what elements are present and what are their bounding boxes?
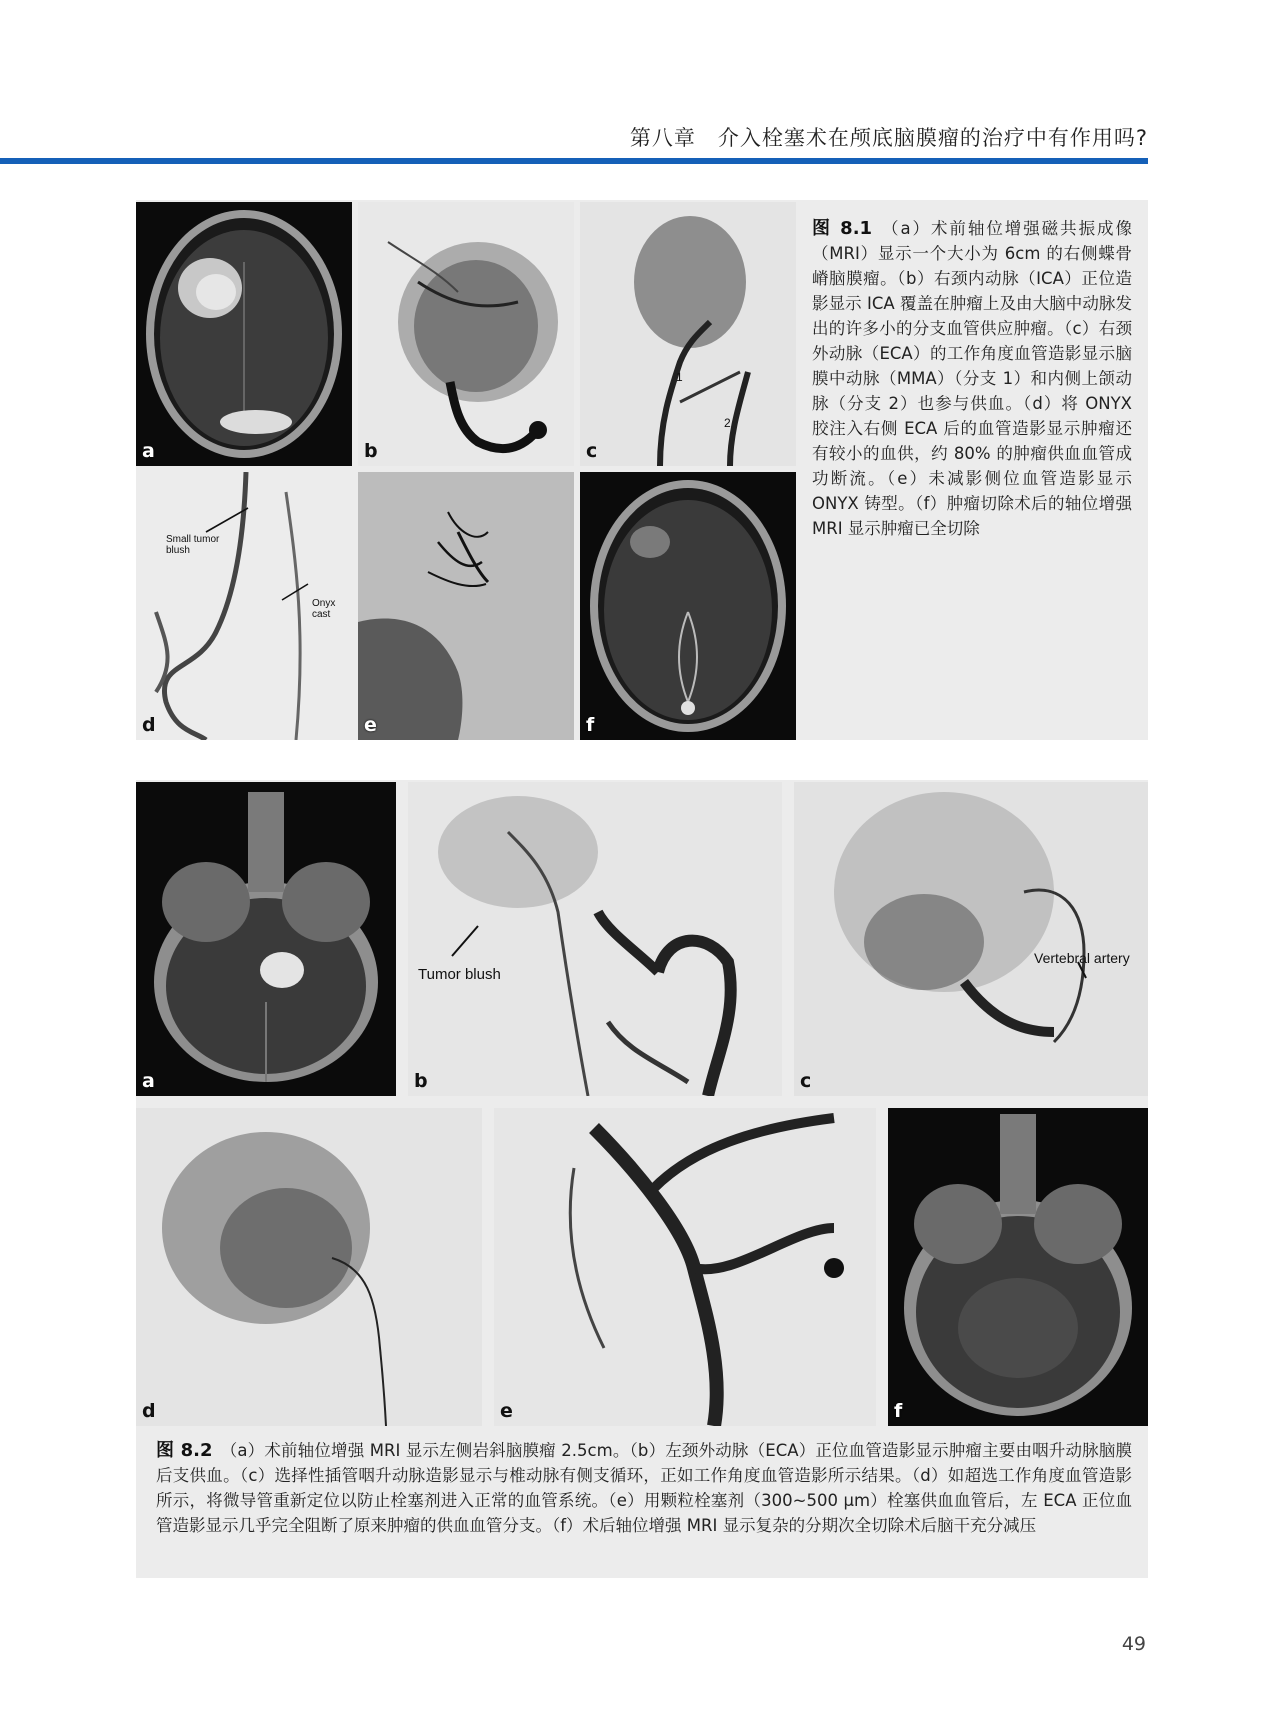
- fig2-panel-d-label: d: [142, 1400, 156, 1422]
- figure-8-2-caption: [156, 1438, 1132, 1538]
- fig1-panel-a: [136, 202, 352, 466]
- fig2-panel-e: [494, 1108, 876, 1426]
- page-number: 49: [1121, 1633, 1146, 1655]
- fig1-panel-d-label: d: [142, 714, 156, 736]
- fig2-panel-e-label: e: [500, 1400, 513, 1422]
- fig2-panel-c: [794, 782, 1148, 1096]
- header-divider: [0, 158, 1148, 164]
- fig2-panel-b-label: b: [414, 1070, 428, 1092]
- fig1-panel-c-label: c: [586, 440, 598, 462]
- figure-8-2-caption-text: （a）术前轴位增强 MRI 显示左侧岩斜脑膜瘤 2.5cm。（b）左颈外动脉（ECA）正位血管造影显示肿瘤主要由咽升动脉脑膜后支供血。（c）选择性插管咽升动脉造影显示与椎动脉有侧支循环，正如工作角度血管造影所示结果。（d）如超选工作角度血管造影所示，将微导管重新定位以防止栓塞剂进入正常的血管系统。（e）用颗粒栓塞剂（300~500 μm）栓塞供血血管后，左 ECA 正位血管造影显示几乎完全阻断了原来肿瘤的供血血管分支。（f）术后轴位增强 MRI 显示复杂的分期次全切除术后脑干充分减压: [156, 1441, 1133, 1535]
- figure-8-1-label: 图 8.1: [812, 218, 873, 239]
- fig2-panel-d: [136, 1108, 482, 1426]
- figure-8-1-caption-text: （a）术前轴位增强磁共振成像（MRI）显示一个大小为 6cm 的右侧蝶骨嵴脑膜瘤。（b）右颈内动脉（ICA）正位造影显示 ICA 覆盖在肿瘤上及由大脑中动脉发出的许多小的分支血管供应肿瘤。（c）右颈外动脉（ECA）的工作角度血管造影显示脑膜中动脉（MMA）（分支 1）和内侧上颌动脉（分支 2）也参与供血。（d）将 ONYX 胶注入右侧 ECA 后的血管造影显示肿瘤还有较小的血供，约 80% 的肿瘤供血血管成功断流。（e）未减影侧位血管造影显示 ONYX 铸型。（f）肿瘤切除术后的轴位增强 MRI 显示肿瘤已全切除: [812, 219, 1132, 538]
- fig2-panel-a: [136, 782, 396, 1096]
- chapter-header: 第八章 介入栓塞术在颅底脑膜瘤的治疗中有作用吗?: [629, 126, 1148, 150]
- fig1-panel-f-label: f: [586, 714, 595, 736]
- figure-8-1-caption: [812, 216, 1132, 541]
- fig1-panel-a-label: a: [142, 440, 155, 462]
- fig2-panel-f-label: f: [894, 1400, 903, 1422]
- fig2-panel-f: [888, 1108, 1148, 1426]
- fig2-panel-c-label: c: [800, 1070, 812, 1092]
- fig2-c-vertebral-artery: Vertebral artery: [1034, 950, 1130, 966]
- fig1-panel-e-label: e: [364, 714, 377, 736]
- fig1-d-onyx-cast: Onyx cast: [312, 598, 336, 620]
- fig1-panel-f: [580, 472, 796, 740]
- fig1-panel-d: [136, 472, 352, 740]
- fig1-c-branch-1: 1: [676, 370, 683, 384]
- fig1-panel-b-label: b: [364, 440, 378, 462]
- fig1-panel-b: [358, 202, 574, 466]
- fig1-panel-e: [358, 472, 574, 740]
- fig2-panel-b: [408, 782, 782, 1096]
- figure-8-2-label: 图 8.2: [156, 1440, 213, 1461]
- fig1-d-small-tumor-blush: Small tumor blush: [166, 534, 220, 556]
- fig1-c-branch-2: 2: [724, 416, 731, 430]
- fig1-panel-c: [580, 202, 796, 466]
- fig2-b-tumor-blush: Tumor blush: [418, 966, 501, 983]
- fig2-panel-a-label: a: [142, 1070, 155, 1092]
